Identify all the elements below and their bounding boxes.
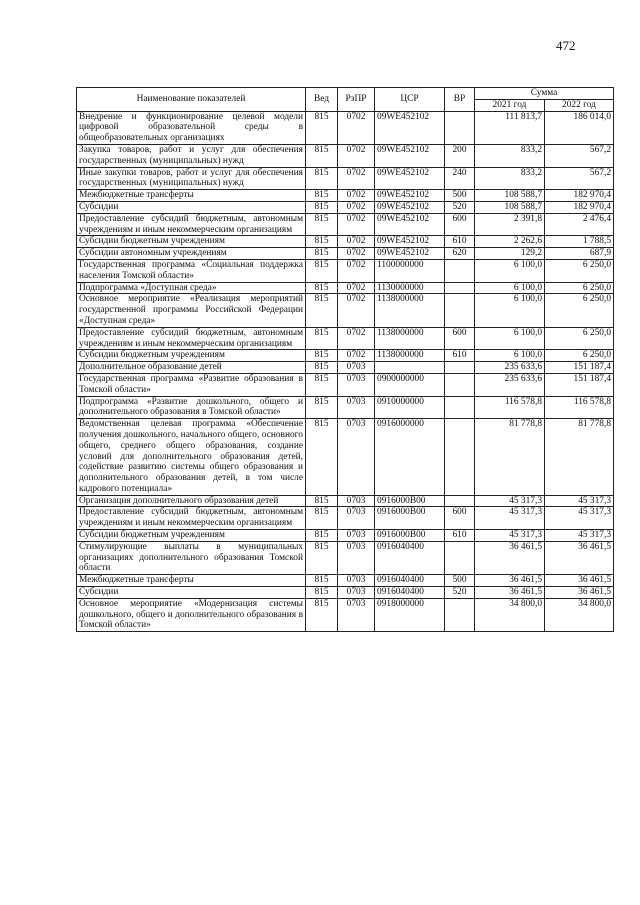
cell-2022: 2 476,4 <box>545 213 614 236</box>
table-body <box>77 111 614 632</box>
cell-csr: 09WE452102 <box>375 190 445 202</box>
cell-csr <box>375 362 445 374</box>
table-row <box>77 282 614 294</box>
cell-vr: 500 <box>445 190 475 202</box>
cell-2022: 45 317,3 <box>545 507 614 530</box>
cell-2022: 45 317,3 <box>545 495 614 507</box>
cell-name: Субсидии бюджетным учреждениям <box>77 350 306 362</box>
cell-rzpr: 0702 <box>338 144 375 167</box>
cell-vr: 200 <box>445 144 475 167</box>
cell-2021: 6 100,0 <box>475 282 545 294</box>
cell-2022: 6 250,0 <box>545 282 614 294</box>
cell-rzpr: 0703 <box>338 541 375 574</box>
cell-2022: 81 778,8 <box>545 419 614 496</box>
cell-vr <box>445 282 475 294</box>
table-row <box>77 419 614 496</box>
cell-ved: 815 <box>306 213 338 236</box>
cell-vr <box>445 294 475 327</box>
cell-2021: 36 461,5 <box>475 541 545 574</box>
cell-name: Подпрограмма «Доступная среда» <box>77 282 306 294</box>
cell-vr: 610 <box>445 236 475 248</box>
cell-2022: 6 250,0 <box>545 327 614 350</box>
cell-2021: 45 317,3 <box>475 507 545 530</box>
cell-vr: 600 <box>445 327 475 350</box>
cell-ved: 815 <box>306 575 338 587</box>
cell-ved: 815 <box>306 190 338 202</box>
cell-rzpr: 0702 <box>338 111 375 144</box>
cell-2021: 129,2 <box>475 248 545 260</box>
cell-csr: 09WE452102 <box>375 111 445 144</box>
table-row <box>77 201 614 213</box>
header-csr: ЦСР <box>375 88 445 112</box>
cell-name: Организация дополнительного образования детей <box>77 495 306 507</box>
cell-2022: 182 970,4 <box>545 190 614 202</box>
cell-csr: 0916000В00 <box>375 495 445 507</box>
table-row <box>77 587 614 599</box>
cell-rzpr: 0702 <box>338 201 375 213</box>
table-row <box>77 236 614 248</box>
cell-csr: 1138000000 <box>375 350 445 362</box>
cell-ved: 815 <box>306 327 338 350</box>
cell-csr: 0916040400 <box>375 541 445 574</box>
cell-2022: 151 187,4 <box>545 373 614 396</box>
cell-2022: 36 461,5 <box>545 541 614 574</box>
cell-ved: 815 <box>306 419 338 496</box>
cell-2021: 116 578,8 <box>475 396 545 419</box>
table-row <box>77 362 614 374</box>
cell-csr: 09WE452102 <box>375 248 445 260</box>
table-row <box>77 495 614 507</box>
cell-name: Межбюджетные трансферты <box>77 190 306 202</box>
table-row <box>77 530 614 542</box>
cell-2021: 108 588,7 <box>475 190 545 202</box>
cell-ved: 815 <box>306 587 338 599</box>
table-row <box>77 190 614 202</box>
cell-name: Государственная программа «Социальная поддержка населения Томской области» <box>77 259 306 282</box>
cell-name: Субсидии <box>77 201 306 213</box>
cell-csr: 0916040400 <box>375 575 445 587</box>
cell-vr: 600 <box>445 507 475 530</box>
cell-ved: 815 <box>306 541 338 574</box>
cell-name: Предоставление субсидий бюджетным, автономным учреждениям и иным некоммерческим организациям <box>77 213 306 236</box>
cell-name: Дополнительное образование детей <box>77 362 306 374</box>
cell-rzpr: 0702 <box>338 236 375 248</box>
cell-vr <box>445 259 475 282</box>
table-row <box>77 575 614 587</box>
cell-rzpr: 0703 <box>338 396 375 419</box>
cell-vr <box>445 495 475 507</box>
cell-csr: 0900000000 <box>375 373 445 396</box>
cell-ved: 815 <box>306 530 338 542</box>
cell-vr: 610 <box>445 350 475 362</box>
table-header <box>77 88 614 112</box>
cell-vr: 520 <box>445 201 475 213</box>
cell-name: Субсидии бюджетным учреждениям <box>77 236 306 248</box>
cell-vr <box>445 541 475 574</box>
cell-name: Предоставление субсидий бюджетным, автономным учреждениям и иным некоммерческим организациям <box>77 327 306 350</box>
cell-ved: 815 <box>306 362 338 374</box>
budget-table <box>76 87 614 632</box>
cell-rzpr: 0703 <box>338 495 375 507</box>
table-row <box>77 396 614 419</box>
table-row <box>77 327 614 350</box>
cell-name: Внедрение и функционирование целевой модели цифровой образовательной среды в общеобразовательных организациях <box>77 111 306 144</box>
cell-name: Основное мероприятие «Реализация мероприятий государственной программы Российской Федерации «Доступная среда» <box>77 294 306 327</box>
cell-vr: 520 <box>445 587 475 599</box>
cell-name: Межбюджетные трансферты <box>77 575 306 587</box>
cell-2022: 36 461,5 <box>545 575 614 587</box>
cell-ved: 815 <box>306 167 338 190</box>
cell-csr: 09WE452102 <box>375 167 445 190</box>
header-sum: Сумма <box>475 88 614 100</box>
cell-rzpr: 0703 <box>338 507 375 530</box>
table-row <box>77 213 614 236</box>
cell-rzpr: 0702 <box>338 282 375 294</box>
page-number: 472 <box>556 38 576 53</box>
cell-2021: 45 317,3 <box>475 530 545 542</box>
cell-name: Основное мероприятие «Модернизация системы дошкольного, общего и дополнительного образования в Томской области» <box>77 598 306 631</box>
cell-2022: 36 461,5 <box>545 587 614 599</box>
cell-2021: 108 588,7 <box>475 201 545 213</box>
cell-ved: 815 <box>306 373 338 396</box>
table-row <box>77 373 614 396</box>
cell-rzpr: 0703 <box>338 419 375 496</box>
cell-rzpr: 0702 <box>338 294 375 327</box>
cell-2021: 2 391,8 <box>475 213 545 236</box>
table-row <box>77 294 614 327</box>
cell-csr: 1100000000 <box>375 259 445 282</box>
cell-2021: 36 461,5 <box>475 587 545 599</box>
cell-2021: 45 317,3 <box>475 495 545 507</box>
cell-2021: 235 633,6 <box>475 362 545 374</box>
cell-name: Подпрограмма «Развитие дошкольного, общего и дополнительного образования в Томской области» <box>77 396 306 419</box>
cell-rzpr: 0702 <box>338 350 375 362</box>
cell-2022: 45 317,3 <box>545 530 614 542</box>
cell-name: Государственная программа «Развитие образования в Томской области» <box>77 373 306 396</box>
cell-ved: 815 <box>306 144 338 167</box>
cell-2021: 111 813,7 <box>475 111 545 144</box>
cell-ved: 815 <box>306 396 338 419</box>
cell-vr <box>445 111 475 144</box>
cell-vr <box>445 373 475 396</box>
table-row <box>77 248 614 260</box>
cell-2021: 34 800,0 <box>475 598 545 631</box>
table-row <box>77 507 614 530</box>
table-row <box>77 167 614 190</box>
cell-ved: 815 <box>306 111 338 144</box>
cell-2021: 6 100,0 <box>475 327 545 350</box>
cell-rzpr: 0702 <box>338 259 375 282</box>
cell-vr: 600 <box>445 213 475 236</box>
cell-rzpr: 0702 <box>338 248 375 260</box>
cell-2022: 182 970,4 <box>545 201 614 213</box>
cell-2022: 6 250,0 <box>545 259 614 282</box>
cell-ved: 815 <box>306 282 338 294</box>
cell-rzpr: 0703 <box>338 530 375 542</box>
cell-vr: 610 <box>445 530 475 542</box>
cell-rzpr: 0702 <box>338 213 375 236</box>
cell-csr: 0916000В00 <box>375 507 445 530</box>
cell-2022: 116 578,8 <box>545 396 614 419</box>
header-rzpr: РзПР <box>338 88 375 112</box>
cell-rzpr: 0702 <box>338 190 375 202</box>
cell-csr: 1138000000 <box>375 327 445 350</box>
cell-name: Предоставление субсидий бюджетным, автономным учреждениям и иным некоммерческим организациям <box>77 507 306 530</box>
cell-vr <box>445 362 475 374</box>
cell-vr <box>445 396 475 419</box>
cell-ved: 815 <box>306 598 338 631</box>
cell-csr: 0910000000 <box>375 396 445 419</box>
cell-csr: 1130000000 <box>375 282 445 294</box>
cell-vr: 620 <box>445 248 475 260</box>
cell-2021: 81 778,8 <box>475 419 545 496</box>
cell-rzpr: 0703 <box>338 362 375 374</box>
cell-2022: 567,2 <box>545 144 614 167</box>
table-row <box>77 259 614 282</box>
cell-name: Иные закупки товаров, работ и услуг для обеспечения государственных (муниципальных) нужд <box>77 167 306 190</box>
cell-2022: 6 250,0 <box>545 294 614 327</box>
cell-2021: 833,2 <box>475 167 545 190</box>
cell-2021: 2 262,6 <box>475 236 545 248</box>
header-ved: Вед <box>306 88 338 112</box>
table-row <box>77 144 614 167</box>
cell-vr <box>445 419 475 496</box>
cell-csr: 0916000000 <box>375 419 445 496</box>
cell-csr: 0916040400 <box>375 587 445 599</box>
cell-ved: 815 <box>306 507 338 530</box>
table-row <box>77 541 614 574</box>
cell-2021: 6 100,0 <box>475 259 545 282</box>
cell-2022: 687,9 <box>545 248 614 260</box>
cell-vr: 240 <box>445 167 475 190</box>
cell-rzpr: 0703 <box>338 598 375 631</box>
cell-ved: 815 <box>306 350 338 362</box>
cell-2022: 1 788,5 <box>545 236 614 248</box>
header-name: Наименование показателей <box>77 88 306 112</box>
cell-ved: 815 <box>306 495 338 507</box>
cell-rzpr: 0703 <box>338 575 375 587</box>
cell-2022: 151 187,4 <box>545 362 614 374</box>
cell-csr: 0918000000 <box>375 598 445 631</box>
cell-csr: 09WE452102 <box>375 144 445 167</box>
cell-ved: 815 <box>306 201 338 213</box>
cell-name: Закупка товаров, работ и услуг для обеспечения государственных (муниципальных) нужд <box>77 144 306 167</box>
cell-rzpr: 0703 <box>338 373 375 396</box>
header-year-2022: 2022 год <box>545 99 614 111</box>
cell-name: Субсидии бюджетным учреждениям <box>77 530 306 542</box>
cell-ved: 815 <box>306 294 338 327</box>
cell-rzpr: 0702 <box>338 167 375 190</box>
cell-2021: 36 461,5 <box>475 575 545 587</box>
cell-name: Ведомственная целевая программа «Обеспечение получения дошкольного, начального общего, основного общего, среднего общего образования, создание условий для дополнительного образования детей, содействие развитию системы общего образования и дополнительного образования детей, в том числе кадрового потенциала» <box>77 419 306 496</box>
cell-csr: 0916000В00 <box>375 530 445 542</box>
cell-csr: 09WE452102 <box>375 213 445 236</box>
cell-csr: 09WE452102 <box>375 236 445 248</box>
cell-2022: 6 250,0 <box>545 350 614 362</box>
table-row <box>77 350 614 362</box>
cell-2022: 34 800,0 <box>545 598 614 631</box>
cell-csr: 1138000000 <box>375 294 445 327</box>
cell-2021: 235 633,6 <box>475 373 545 396</box>
cell-2022: 567,2 <box>545 167 614 190</box>
cell-rzpr: 0702 <box>338 327 375 350</box>
table-row <box>77 598 614 631</box>
cell-name: Субсидии <box>77 587 306 599</box>
cell-vr <box>445 598 475 631</box>
cell-vr: 500 <box>445 575 475 587</box>
cell-rzpr: 0703 <box>338 587 375 599</box>
cell-2021: 6 100,0 <box>475 350 545 362</box>
cell-name: Стимулирующие выплаты в муниципальных организациях дополнительного образования Томской области <box>77 541 306 574</box>
cell-name: Субсидии автономным учреждениям <box>77 248 306 260</box>
cell-2021: 833,2 <box>475 144 545 167</box>
table-row <box>77 111 614 144</box>
cell-csr: 09WE452102 <box>375 201 445 213</box>
header-vr: ВР <box>445 88 475 112</box>
cell-ved: 815 <box>306 236 338 248</box>
header-year-2021: 2021 год <box>475 99 545 111</box>
cell-2022: 186 014,0 <box>545 111 614 144</box>
cell-ved: 815 <box>306 259 338 282</box>
cell-2021: 6 100,0 <box>475 294 545 327</box>
cell-ved: 815 <box>306 248 338 260</box>
